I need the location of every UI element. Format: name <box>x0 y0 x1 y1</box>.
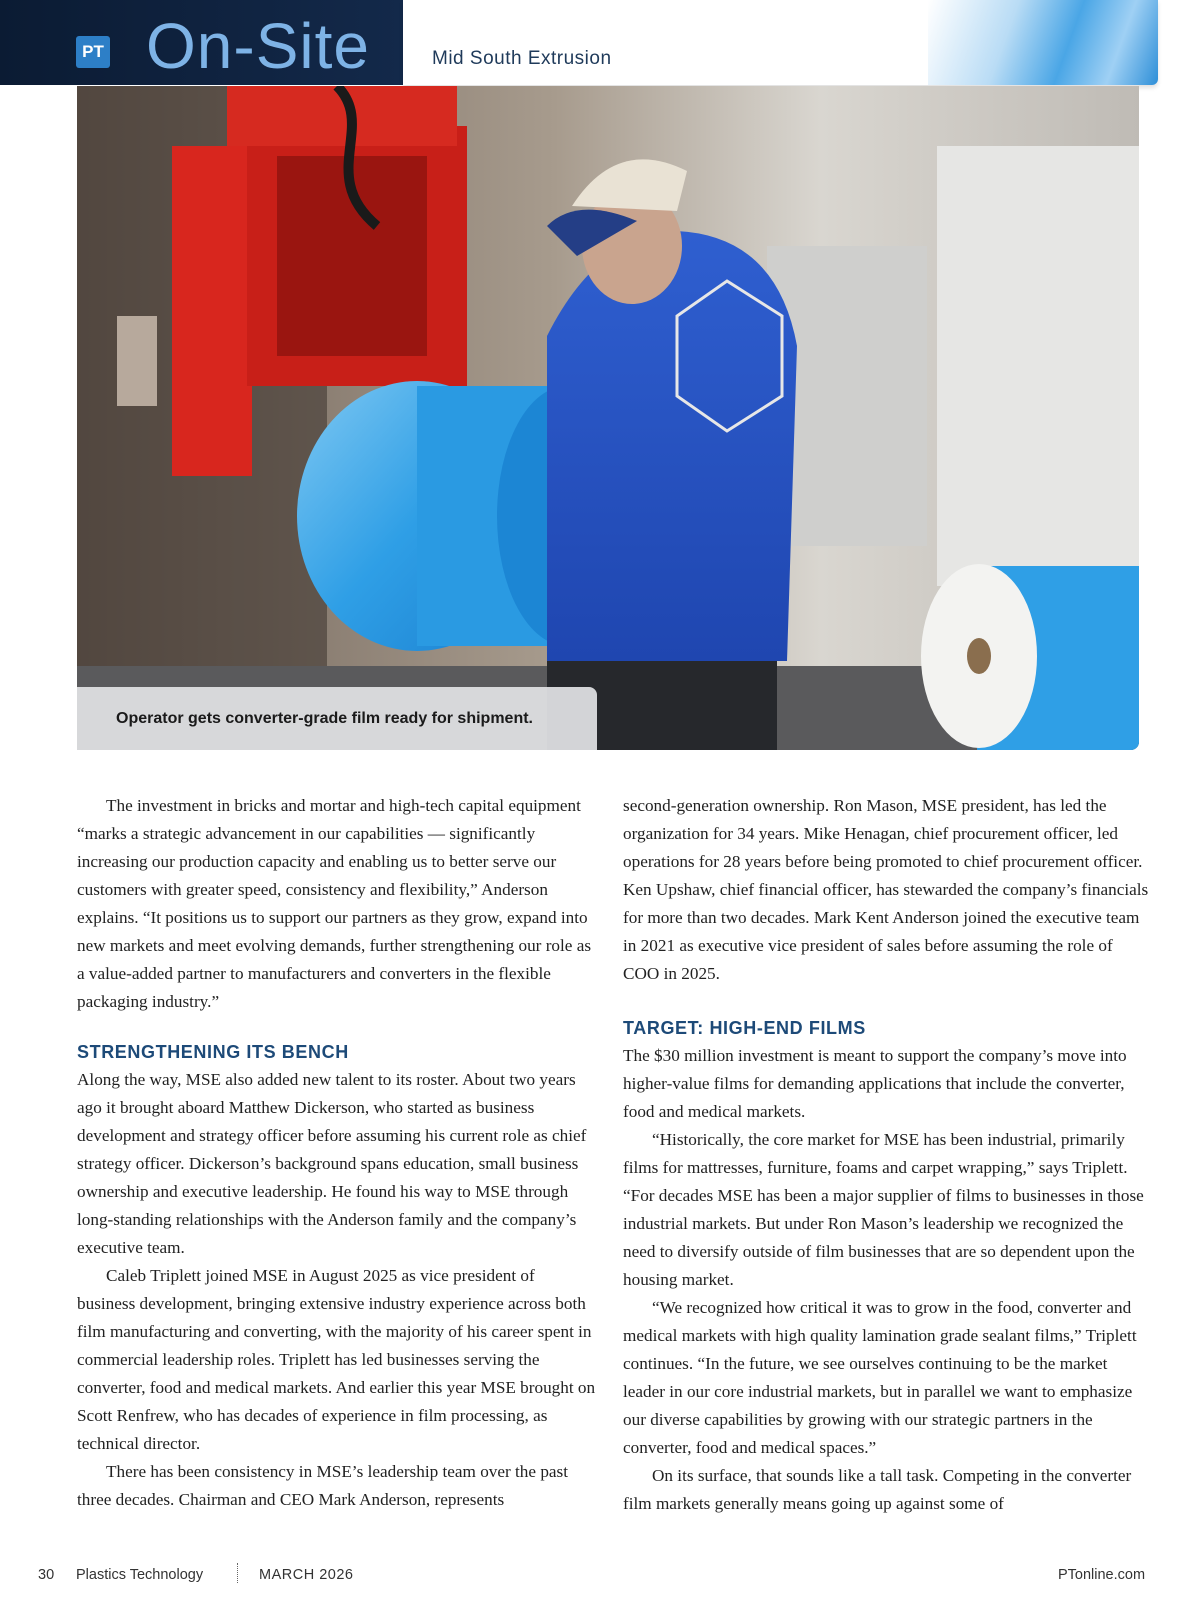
body-paragraph: On its surface, that sounds like a tall task. Competing in the converter film markets generally means going up against some of <box>623 1466 1132 1513</box>
body-paragraph: The investment in bricks and mortar and high-tech capital equipment “marks a strategic advancement in our capabilities — significantly increasing our production capacity and enabling us to better serve our customers with greater speed, consistency and flexibility,” Anderson explains. “It positions us to support our partners as they grow, expand into new markets and meet evolving demands, further strengthening our role as a value-added partner to manufacturers and converters in the flexible packaging industry.” <box>77 796 592 1011</box>
header-film-graphic <box>928 0 1158 85</box>
body-paragraph: The $30 million investment is meant to support the company’s move into higher-value films for demanding applications that include the converter, food and medical markets. <box>623 1046 1127 1121</box>
body-paragraph: second-generation ownership. Ron Mason, MSE president, has led the organization for 34 years. Mike Henagan, chief procurement officer, led operations for 28 years before being promoted to chief procurement officer. Ken Upshaw, chief financial officer, has stewarded the company’s financials for more than two decades. Mark Kent Anderson joined the executive team in 2021 as executive vice president of sales before assuming the role of COO in 2025. <box>623 796 1149 983</box>
body-paragraph: “Historically, the core market for MSE has been industrial, primarily films for mattresses, furniture, foams and carpet wrapping,” says Triplett. “For decades MSE has been a major supplier of films to businesses in those industrial markets. But under Ron Mason’s leadership we recognized the need to diversify outside of film businesses that are so dependent upon the housing market. <box>623 1130 1144 1289</box>
body-paragraph: Caleb Triplett joined MSE in August 2025 as vice president of business development, bringing extensive industry experience across both film manufacturing and converting, with the majority of his career spent in commercial leadership roles. Triplett has led businesses serving the converter, food and medical markets. And earlier this year MSE brought on Scott Renfrew, who has decades of experience in film processing, as technical director. <box>77 1266 596 1453</box>
left-column <box>77 792 597 1514</box>
body-paragraph: “We recognized how critical it was to grow in the food, converter and medical markets with high quality lamination grade sealant films,” Triplett continues. “In the future, we see ourselves continuing to be the market leader in our core industrial markets, but in parallel we want to emphasize our diverse capabilities by growing with our strategic partners in the converter, food and medical spaces.” <box>623 1298 1137 1457</box>
feature-photo <box>77 86 1139 750</box>
right-column <box>623 792 1153 1518</box>
section-title: On-Site <box>146 10 370 82</box>
photo-caption-box <box>77 687 597 750</box>
body-paragraph: There has been consistency in MSE’s leadership team over the past three decades. Chairman and CEO Mark Anderson, represents <box>77 1462 569 1509</box>
footer-divider <box>237 1563 238 1583</box>
subheading-target: TARGET: HIGH-END FILMS <box>623 1018 866 1038</box>
photo-caption: Operator gets converter-grade film ready for shipment. <box>116 710 533 727</box>
website-link[interactable]: PTonline.com <box>1058 1567 1146 1583</box>
issue-date: MARCH 2026 <box>259 1567 354 1583</box>
pt-logo: PT <box>76 36 110 68</box>
page-number: 30 <box>38 1567 55 1583</box>
body-paragraph: Along the way, MSE also added new talent to its roster. About two years ago it brought aboard Matthew Dickerson, who started as business development and strategy officer before assuming his current role as chief strategy officer. Dickerson’s background spans education, small business ownership and executive leadership. He found his way to MSE through long-standing relationships with the Anderson family and the company’s executive team. <box>77 1070 587 1257</box>
magazine-name: Plastics Technology <box>76 1567 204 1583</box>
header-bar <box>403 0 1158 85</box>
header-company-name: Mid South Extrusion <box>432 48 612 69</box>
subheading-strengthening: STRENGTHENING ITS BENCH <box>77 1042 349 1062</box>
